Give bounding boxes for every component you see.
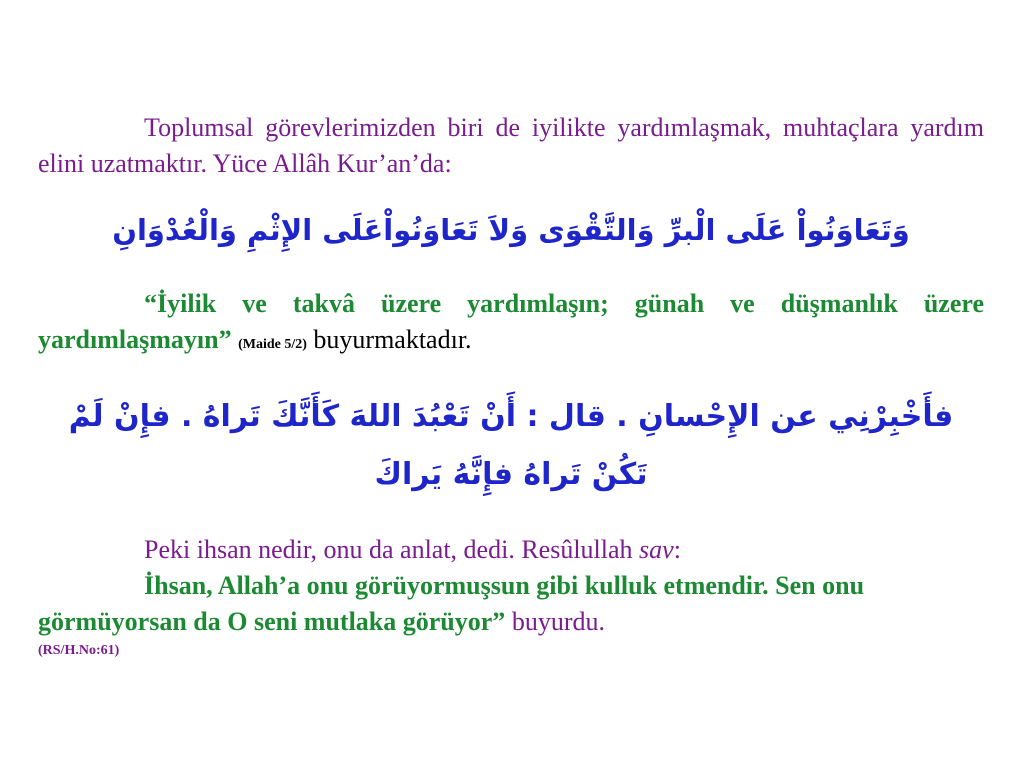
hadith-reference: (RS/H.No:61)	[38, 643, 120, 658]
hadith-intro: Peki ihsan nedir, onu da anlat, dedi. Resûlullah	[144, 535, 633, 564]
intro-text: Toplumsal görevlerimizden biri de iyilikte yardımlaşmak, muhtaçlara yardım elini uzatmaktır. Yüce Allâh Kur’an’da:	[38, 113, 984, 178]
verse-quote: “İyilik ve takvâ üzere yardımlaşın; günah ve düşmanlık üzere yardımlaşmayın”	[38, 289, 984, 354]
hadith-translation	[38, 532, 984, 662]
hadith-intro-italic: sav	[639, 535, 674, 564]
verse-reference: (Maide 5/2)	[238, 337, 307, 352]
hadith-intro-line	[38, 532, 984, 568]
hadith-quote: İhsan, Allah’a onu görüyormuşsun gibi kulluk etmendir. Sen onu görmüyorsan da O seni mutlaka görüyor”	[38, 571, 865, 636]
hadith-suffix: buyurdu.	[511, 607, 605, 636]
arabic-verse: وَتَعَاوَنُواْ عَلَى الْبرِّ وَالتَّقْوَى وَلاَ تَعَاوَنُواْعَلَى الإِثْمِ وَالْعُدْوَانِ	[112, 213, 910, 247]
arabic-hadith: فأَخْبِرْنِي عن الإِحْسانِ . قال : أَنْ تَعْبُدَ اللهَ كَأَنَّكَ تَراهُ . فإِنْ لَمْ تَكُنْ تَراهُ فإِنَّهُ يَراكَ	[68, 399, 954, 492]
hadith-quote-block	[38, 568, 984, 640]
verse-suffix: buyurmaktadır.	[313, 325, 472, 354]
intro-paragraph	[38, 110, 984, 182]
hadith-intro-end: :	[673, 535, 681, 564]
verse-translation	[38, 286, 984, 363]
